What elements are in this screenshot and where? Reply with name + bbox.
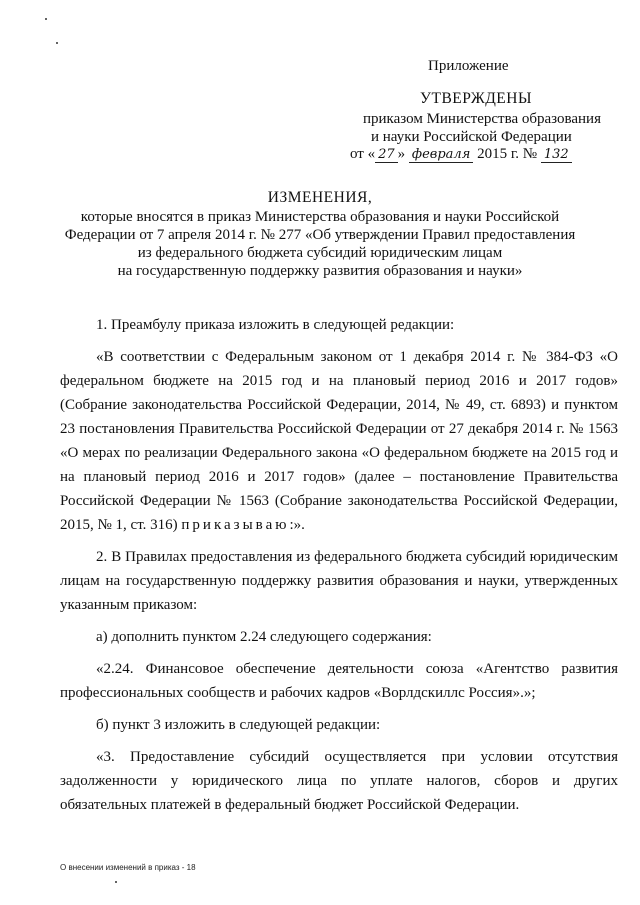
scan-speck — [45, 18, 47, 20]
date-day-handwritten: 27 — [375, 147, 398, 163]
paragraph-2-emphasis: приказываю — [181, 517, 290, 533]
subtitle-line: на государственную поддержку развития образования и науки» — [117, 263, 523, 279]
paragraph-1: 1. Преамбулу приказа изложить в следующей редакции: — [96, 317, 455, 333]
date-mid-1: » — [397, 146, 409, 162]
paragraph-7: «3. Предоставление субсидий осуществляется при условии отсутствия задолженности у юридического лица по уплате налогов, сборов и других обязательных платежей в федеральный бюджет Российской Федерации. — [60, 749, 618, 813]
paragraph-2-text: «В соответствии с Федеральным законом от 1 декабря 2014 г. № 384-ФЗ «О федеральном бюджете на 2015 год и на плановый период 2016 и 2017 годов» (Собрание законодательства Российской Федерации, 2014, № 49, ст. 6893) и пунктом 23 постановления Правительства Российской Федерации от 27 декабря 2014 г. № 1563 «О мерах по реализации Федерального закона «О федеральном бюджете на 2015 год и на плановый период 2016 и 2017 годов» (далее – постановление Правительства Российской Федерации № 1563 (Собрание законодательства Российской Федерации, 2015, № 1, ст. 316) — [60, 349, 618, 533]
paragraph-5: «2.24. Финансовое обеспечение деятельности союза «Агентство развития профессиональных сообществ и рабочих кадров «Ворлдскиллс Россия».»; — [60, 661, 618, 701]
date-prefix: от « — [350, 146, 376, 162]
paragraph-3: 2. В Правилах предоставления из федерального бюджета субсидий юридическим лицам на государственную поддержку развития образования и науки, утвержденных указанным приказом: — [60, 549, 618, 613]
subtitle-line: из федерального бюджета субсидий юридическим лицам — [137, 245, 503, 261]
date-mid-2: 2015 г. № — [473, 146, 541, 162]
appendix-label: Приложение — [428, 58, 509, 74]
document-subtitle — [40, 208, 600, 280]
body-text — [60, 313, 618, 817]
subtitle-line: которые вносятся в приказ Министерства образования и науки Российской — [80, 209, 560, 225]
date-month-handwritten: февраля — [409, 147, 473, 163]
paragraph-6: б) пункт 3 изложить в следующей редакции: — [96, 717, 381, 733]
paragraph-4: а) дополнить пунктом 2.24 следующего содержания: — [96, 629, 432, 645]
scan-speck — [56, 42, 58, 44]
footer-note: О внесении изменений в приказ - 18 — [60, 863, 196, 872]
order-date-line — [350, 146, 572, 163]
document-title: ИЗМЕНЕНИЯ, — [267, 189, 373, 206]
order-line-1: приказом Министерства образования — [363, 111, 601, 127]
paragraph-2-tail: :». — [289, 517, 305, 533]
scan-speck — [115, 881, 117, 883]
approved-label: УТВЕРЖДЕНЫ — [420, 90, 532, 107]
paragraph-2 — [60, 345, 618, 537]
order-number-handwritten: 132 — [541, 147, 572, 163]
order-line-2: и науки Российской Федерации — [371, 129, 572, 145]
subtitle-line: Федерации от 7 апреля 2014 г. № 277 «Об утверждении Правил предоставления — [64, 227, 576, 243]
